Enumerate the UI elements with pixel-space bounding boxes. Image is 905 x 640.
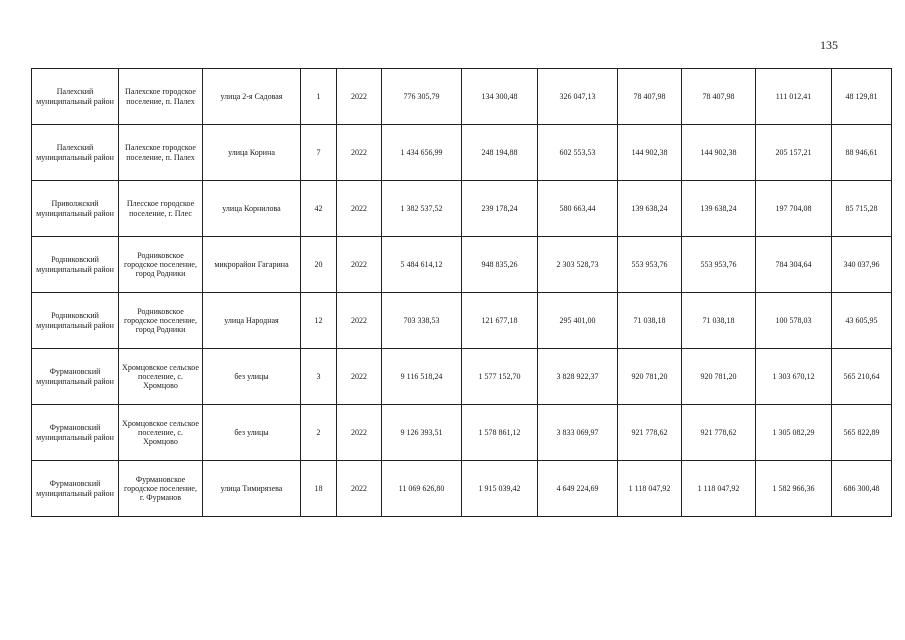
cell-text: Родниковский муниципальный район <box>36 311 114 330</box>
cell-text: улица 2-я Садовая <box>220 91 283 101</box>
amount-cell-5 <box>756 69 832 125</box>
cell-text: 2 <box>316 427 321 437</box>
cell-text: Фурмановский муниципальный район <box>36 423 114 442</box>
amount-cell-6 <box>832 69 892 125</box>
street-cell <box>203 125 301 181</box>
amount-cell-6 <box>832 461 892 517</box>
cell-text: 2022 <box>351 371 367 381</box>
district-cell <box>32 181 119 237</box>
cell-text: Палехское городское поселение, п. Палех <box>125 87 196 106</box>
cell-text: 139 638,24 <box>631 203 668 213</box>
cell-text: Фурмановский муниципальный район <box>36 479 114 498</box>
amount-cell-1 <box>462 349 538 405</box>
cell-text: Приволжский муниципальный район <box>36 199 114 218</box>
amount-cell-5 <box>756 349 832 405</box>
cell-text: Хромцовское сельское поселение, с. Хромцово <box>122 418 199 447</box>
cell-text: Родниковское городское поселение, город Родники <box>124 306 197 335</box>
settlement-cell <box>119 349 203 405</box>
year-cell <box>337 125 382 181</box>
house-number-cell <box>301 461 337 517</box>
year-cell <box>337 461 382 517</box>
district-cell <box>32 69 119 125</box>
amount-cell-3 <box>618 125 682 181</box>
cell-text: 1 303 670,12 <box>772 371 815 381</box>
cell-text: 2022 <box>351 427 367 437</box>
cell-text: 205 157,21 <box>775 147 812 157</box>
cell-text: Фурмановское городское поселение, г. Фурманов <box>124 474 197 503</box>
cell-text: 134 300,48 <box>481 91 518 101</box>
table-row <box>32 461 892 517</box>
amount-cell-4 <box>682 237 756 293</box>
district-cell <box>32 405 119 461</box>
house-number-cell <box>301 405 337 461</box>
amount-cell-2 <box>538 237 618 293</box>
table-body <box>32 69 892 517</box>
cell-text: 78 407,98 <box>702 91 735 101</box>
street-cell <box>203 181 301 237</box>
amount-cell-1 <box>462 125 538 181</box>
amount-cell-5 <box>756 181 832 237</box>
amount-cell-6 <box>832 405 892 461</box>
cell-text: Родниковское городское поселение, город Родники <box>124 250 197 279</box>
cell-text: 88 946,61 <box>845 147 878 157</box>
cell-text: 3 828 922,37 <box>556 371 599 381</box>
cell-text: 12 <box>314 315 323 325</box>
cell-text: 580 663,44 <box>559 203 596 213</box>
year-cell <box>337 349 382 405</box>
cell-text: 2022 <box>351 483 367 493</box>
cell-text: 1 <box>316 91 321 101</box>
table-row <box>32 69 892 125</box>
total-cost-cell <box>382 125 462 181</box>
street-cell <box>203 69 301 125</box>
cell-text: 9 126 393,51 <box>400 427 443 437</box>
cell-text: 686 300,48 <box>843 483 880 493</box>
cell-text: 703 338,53 <box>403 315 440 325</box>
table-row <box>32 237 892 293</box>
cell-text: Родниковский муниципальный район <box>36 255 114 274</box>
cell-text: 1 305 082,29 <box>772 427 815 437</box>
cell-text: 920 781,20 <box>631 371 668 381</box>
street-cell <box>203 293 301 349</box>
cell-text: Хромцовское сельское поселение, с. Хромцово <box>122 362 199 391</box>
cell-text: 1 582 966,36 <box>772 483 815 493</box>
cell-text: 9 116 518,24 <box>400 371 443 381</box>
year-cell <box>337 69 382 125</box>
cell-text: 1 578 861,12 <box>478 427 521 437</box>
amount-cell-3 <box>618 461 682 517</box>
cell-text: 144 902,38 <box>631 147 668 157</box>
cell-text: 4 649 224,69 <box>556 483 599 493</box>
year-cell <box>337 237 382 293</box>
amount-cell-1 <box>462 69 538 125</box>
table-row <box>32 293 892 349</box>
amount-cell-4 <box>682 349 756 405</box>
street-cell <box>203 237 301 293</box>
cell-text: 121 677,18 <box>481 315 518 325</box>
settlement-cell <box>119 461 203 517</box>
street-cell <box>203 405 301 461</box>
amount-cell-6 <box>832 293 892 349</box>
cell-text: 100 578,03 <box>775 315 812 325</box>
cell-text: Фурмановский муниципальный район <box>36 367 114 386</box>
amount-cell-5 <box>756 405 832 461</box>
house-number-cell <box>301 349 337 405</box>
cell-text: 2022 <box>351 203 367 213</box>
amount-cell-6 <box>832 125 892 181</box>
amount-cell-2 <box>538 405 618 461</box>
cell-text: улица Народная <box>224 315 279 325</box>
total-cost-cell <box>382 293 462 349</box>
amount-cell-4 <box>682 181 756 237</box>
cell-text: улица Корина <box>228 147 275 157</box>
amount-cell-2 <box>538 293 618 349</box>
amount-cell-2 <box>538 461 618 517</box>
cell-text: 78 407,98 <box>633 91 666 101</box>
district-cell <box>32 349 119 405</box>
cell-text: Плесское городское поселение, г. Плес <box>126 199 195 218</box>
amount-cell-1 <box>462 293 538 349</box>
cell-text: без улицы <box>234 371 269 381</box>
cell-text: 553 953,76 <box>631 259 668 269</box>
cell-text: 784 304,64 <box>775 259 812 269</box>
cell-text: 85 715,28 <box>845 203 878 213</box>
cell-text: 248 194,88 <box>481 147 518 157</box>
cell-text: 1 577 152,70 <box>478 371 521 381</box>
cell-text: 71 038,18 <box>702 315 735 325</box>
amount-cell-4 <box>682 293 756 349</box>
cell-text: 920 781,20 <box>700 371 737 381</box>
street-cell <box>203 461 301 517</box>
page-number: 135 <box>820 38 838 52</box>
amount-cell-5 <box>756 237 832 293</box>
cell-text: 20 <box>314 259 323 269</box>
cell-text: 42 <box>314 203 323 213</box>
cell-text: 1 382 537,52 <box>400 203 443 213</box>
cell-text: 2022 <box>351 91 367 101</box>
cell-text: 565 210,64 <box>843 371 880 381</box>
amount-cell-1 <box>462 181 538 237</box>
year-cell <box>337 293 382 349</box>
amount-cell-4 <box>682 125 756 181</box>
settlement-cell <box>119 405 203 461</box>
street-cell <box>203 349 301 405</box>
cell-text: 111 012,41 <box>775 91 812 101</box>
amount-cell-3 <box>618 69 682 125</box>
total-cost-cell <box>382 69 462 125</box>
cell-text: 7 <box>316 147 321 157</box>
district-cell <box>32 237 119 293</box>
total-cost-cell <box>382 405 462 461</box>
house-number-cell <box>301 293 337 349</box>
amount-cell-2 <box>538 349 618 405</box>
cell-text: 11 069 626,80 <box>398 483 445 493</box>
amount-cell-5 <box>756 125 832 181</box>
house-number-cell <box>301 125 337 181</box>
settlement-cell <box>119 237 203 293</box>
amount-cell-3 <box>618 405 682 461</box>
table-row <box>32 349 892 405</box>
cell-text: 948 835,26 <box>481 259 518 269</box>
amount-cell-1 <box>462 461 538 517</box>
cell-text: 565 822,89 <box>843 427 880 437</box>
cell-text: 602 553,53 <box>559 147 596 157</box>
amount-cell-3 <box>618 349 682 405</box>
cell-text: 48 129,81 <box>845 91 878 101</box>
amount-cell-6 <box>832 237 892 293</box>
cell-text: 1 118 047,92 <box>628 483 671 493</box>
cell-text: 43 605,95 <box>845 315 878 325</box>
cell-text: 776 305,79 <box>403 91 440 101</box>
cell-text: 921 778,62 <box>700 427 737 437</box>
cell-text: микрорайон Гагарина <box>214 259 289 269</box>
cell-text: 144 902,38 <box>700 147 737 157</box>
settlement-cell <box>119 181 203 237</box>
total-cost-cell <box>382 461 462 517</box>
cell-text: 2022 <box>351 147 367 157</box>
total-cost-cell <box>382 237 462 293</box>
cell-text: 71 038,18 <box>633 315 666 325</box>
cell-text: 1 118 047,92 <box>697 483 740 493</box>
cell-text: 2 303 528,73 <box>556 259 599 269</box>
amount-cell-4 <box>682 461 756 517</box>
total-cost-cell <box>382 349 462 405</box>
amount-cell-5 <box>756 461 832 517</box>
table-row <box>32 125 892 181</box>
cell-text: 1 434 656,99 <box>400 147 443 157</box>
table-row <box>32 405 892 461</box>
cell-text: 197 704,08 <box>775 203 812 213</box>
amount-cell-3 <box>618 293 682 349</box>
data-table <box>31 68 892 517</box>
cell-text: 239 178,24 <box>481 203 518 213</box>
year-cell <box>337 405 382 461</box>
amount-cell-2 <box>538 69 618 125</box>
district-cell <box>32 293 119 349</box>
house-number-cell <box>301 181 337 237</box>
total-cost-cell <box>382 181 462 237</box>
cell-text: Палехский муниципальный район <box>36 87 114 106</box>
amount-cell-4 <box>682 69 756 125</box>
house-number-cell <box>301 237 337 293</box>
amount-cell-2 <box>538 125 618 181</box>
cell-text: 3 <box>316 371 321 381</box>
amount-cell-4 <box>682 405 756 461</box>
cell-text: Палехское городское поселение, п. Палех <box>125 143 196 162</box>
table-row <box>32 181 892 237</box>
cell-text: 2022 <box>351 315 367 325</box>
cell-text: улица Корнилова <box>222 203 281 213</box>
settlement-cell <box>119 293 203 349</box>
amount-cell-6 <box>832 349 892 405</box>
district-cell <box>32 461 119 517</box>
cell-text: улица Тимирязева <box>220 483 283 493</box>
year-cell <box>337 181 382 237</box>
amount-cell-3 <box>618 237 682 293</box>
cell-text: 1 915 039,42 <box>478 483 521 493</box>
cell-text: 553 953,76 <box>700 259 737 269</box>
cell-text: 3 833 069,97 <box>556 427 599 437</box>
amount-cell-5 <box>756 293 832 349</box>
amount-cell-1 <box>462 405 538 461</box>
cell-text: 326 047,13 <box>559 91 596 101</box>
settlement-cell <box>119 69 203 125</box>
amount-cell-2 <box>538 181 618 237</box>
cell-text: 921 778,62 <box>631 427 668 437</box>
amount-cell-6 <box>832 181 892 237</box>
cell-text: 139 638,24 <box>700 203 737 213</box>
cell-text: 2022 <box>351 259 367 269</box>
cell-text: без улицы <box>234 427 269 437</box>
cell-text: Палехский муниципальный район <box>36 143 114 162</box>
amount-cell-1 <box>462 237 538 293</box>
cell-text: 340 037,96 <box>843 259 880 269</box>
district-cell <box>32 125 119 181</box>
settlement-cell <box>119 125 203 181</box>
cell-text: 295 401,00 <box>559 315 596 325</box>
house-number-cell <box>301 69 337 125</box>
amount-cell-3 <box>618 181 682 237</box>
cell-text: 18 <box>314 483 323 493</box>
cell-text: 5 484 614,12 <box>400 259 443 269</box>
